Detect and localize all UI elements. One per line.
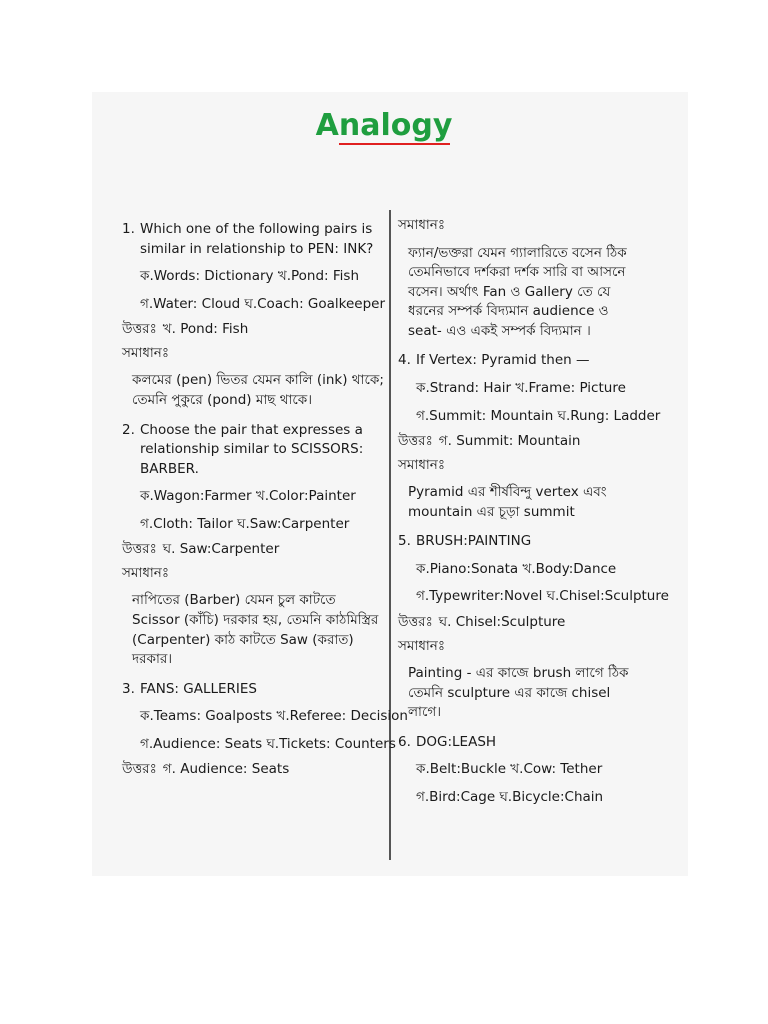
solution-label: সমাধানঃ (122, 344, 170, 361)
options-line-1: ক.Teams: Goalposts খ.Referee: Decision (140, 708, 408, 725)
page-title: Analogy (315, 108, 453, 143)
options-line-1: ক.Belt:Buckle খ.Cow: Tether (416, 761, 603, 778)
answer-label: উত্তরঃ (122, 761, 157, 778)
options-line-2: গ.Audience: Seats ঘ.Tickets: Counters (140, 735, 396, 752)
options-line-2: গ.Typewriter:Novel ঘ.Chisel:Sculpture (416, 588, 669, 605)
question-text: DOG:LEASH (416, 733, 497, 750)
answer-text: ঘ. Chisel:Sculpture (438, 614, 566, 630)
question-5 (398, 532, 634, 552)
question-4 (398, 351, 634, 371)
question-number: 5. (398, 533, 411, 550)
solution-label: সমাধানঃ (398, 217, 446, 233)
question-2 (122, 421, 384, 480)
options-line-1: ক.Words: Dictionary খ.Pond: Fish (140, 268, 360, 285)
answer-text: খ. Pond: Fish (162, 321, 249, 338)
answer-text: গ. Summit: Mountain (438, 433, 581, 450)
left-column (122, 220, 408, 780)
question-number: 3. (122, 680, 135, 697)
solution-label: সমাধানঃ (122, 564, 170, 581)
answer-line (122, 540, 384, 560)
answer-label: উত্তরঃ (398, 433, 433, 450)
question-text: FANS: GALLERIES (140, 680, 257, 697)
answer-label: উত্তরঃ (398, 614, 433, 630)
question-number: 2. (122, 421, 135, 438)
question-3 (122, 680, 384, 700)
question-number: 1. (122, 221, 135, 237)
answer-label: উত্তরঃ (122, 321, 157, 338)
options-line-1: ক.Strand: Hair খ.Frame: Picture (416, 379, 626, 396)
right-column (398, 212, 669, 808)
question-6 (398, 733, 634, 753)
solution-text: কলমের (pen) ভিতর যেমন কালি (ink) থাকে; তেমনি পুকুরে (pond) মাছ থাকে। (132, 372, 384, 408)
question-number: 4. (398, 352, 411, 369)
answer-label: উত্তরঃ (122, 541, 157, 558)
question-text: Choose the pair that expresses a relationship similar to SCISSORS: BARBER. (140, 421, 364, 477)
solution-text: Painting - এর কাজে brush লাগে ঠিক তেমনি sculpture এর কাজে chisel লাগে। (408, 665, 629, 721)
answer-text: ঘ. Saw:Carpenter (162, 541, 280, 558)
question-1 (122, 220, 384, 259)
question-text: BRUSH:PAINTING (416, 533, 532, 550)
options-line-1: ক.Wagon:Farmer খ.Color:Painter (140, 488, 356, 505)
options-line-2: গ.Summit: Mountain ঘ.Rung: Ladder (416, 407, 661, 424)
options-line-2: গ.Cloth: Tailor ঘ.Saw:Carpenter (140, 515, 350, 532)
answer-text: গ. Audience: Seats (162, 761, 290, 778)
options-line-2: গ.Water: Cloud ঘ.Coach: Goalkeeper (140, 295, 386, 312)
solution-label: সমাধানঃ (398, 456, 446, 473)
options-line-1: ক.Piano:Sonata খ.Body:Dance (416, 560, 617, 577)
answer-line (398, 613, 634, 633)
options-line-2: গ.Bird:Cage ঘ.Bicycle:Chain (416, 788, 604, 805)
solution-text: Pyramid এর শীর্ষবিন্দু vertex এবং mountain এর চূড়া summit (408, 484, 607, 520)
title-underline (339, 143, 450, 145)
column-divider (389, 210, 391, 860)
question-number: 6. (398, 733, 411, 750)
question-text: Which one of the following pairs is similar in relationship to PEN: INK? (140, 221, 374, 257)
solution-text: ফ্যান/ভক্তরা যেমন গ্যালারিতে বসেন ঠিক তেমনিভাবে দর্শকরা দর্শক সারি বা আসনে বসেন। অর্থাৎ Fan ও Gallery তে যে ধরনের সম্পর্ক বিদ্যমান audience ও seat- এও একই সম্পর্ক বিদ্যমান । (408, 244, 627, 339)
answer-line (122, 760, 384, 780)
solution-text: নাপিতের (Barber) যেমন চুল কাটতে Scissor (কাঁচি) দরকার হয়, তেমনি কাঠমিস্ত্রির (Carpenter) কাঠ কাটতে Saw (করাত) দরকার। (132, 592, 379, 668)
question-text: If Vertex: Pyramid then — (416, 352, 590, 369)
answer-line (398, 432, 634, 452)
answer-line (122, 320, 384, 340)
solution-label: সমাধানঃ (398, 637, 446, 654)
